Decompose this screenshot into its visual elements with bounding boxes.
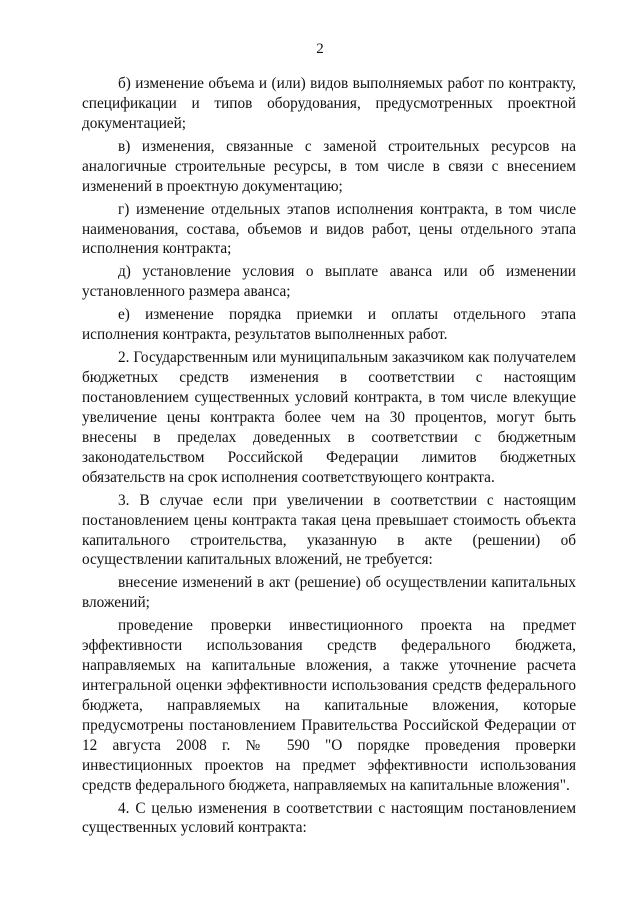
paragraph-v: в) изменения, связанные с заменой строительных ресурсов на аналогичные строительные ресурсы, в том числе в связи с внесением изменений в проектную документацию; <box>82 137 576 195</box>
paragraph-g: г) изменение отдельных этапов исполнения контракта, в том числе наименования, состава, объемов и видов работ, цены отдельного этапа исполнения контракта; <box>82 200 576 258</box>
page-number: 2 <box>316 41 324 57</box>
paragraph-2: 2. Государственным или муниципальным заказчиком как получателем бюджетных средств изменения в соответствии с настоящим постановлением существенных условий контракта, в том числе влекущие увеличение цены контракта более чем на 30 процентов, могут быть внесены в пределах доведенных в соответствии с бюджетным законодательством Российской Федерации лимитов бюджетных обязательств на срок исполнения соответствующего контракта. <box>82 349 576 486</box>
paragraph-3: 3. В случае если при увеличении в соответствии с настоящим постановлением цены контракта такая цена превышает стоимость объекта капитального строительства, указанную в акте (решении) об осуществлении капитальных вложений, не требуется: <box>82 491 576 569</box>
paragraph-4: 4. С целью изменения в соответствии с настоящим постановлением существенных условий контракта: <box>82 799 576 837</box>
paragraph-3-item-2: проведение проверки инвестиционного проекта на предмет эффективности использования средств федерального бюджета, направляемых на капитальные вложения, а также уточнение расчета интегральной оценки эффективности использования средств федерального бюджета, направляемых на капитальные вложения, которые предусмотрены постановлением Правительства Российской Федерации от 12 августа 2008 г. № 590 "О порядке проведения проверки инвестиционных проектов на предмет эффективности использования средств федерального бюджета, направляемых на капитальные вложения". <box>82 617 576 794</box>
paragraph-3-item-1: внесение изменений в акт (решение) об осуществлении капитальных вложений; <box>82 574 576 612</box>
paragraph-b: б) изменение объема и (или) видов выполняемых работ по контракту, спецификации и типов оборудования, предусмотренных проектной документацией; <box>82 75 576 132</box>
document-body <box>82 74 576 841</box>
paragraph-e: е) изменение порядка приемки и оплаты отдельного этапа исполнения контракта, результатов выполненных работ. <box>82 306 576 344</box>
paragraph-d: д) установление условия о выплате аванса или об изменении установленного размера аванса; <box>82 263 576 301</box>
